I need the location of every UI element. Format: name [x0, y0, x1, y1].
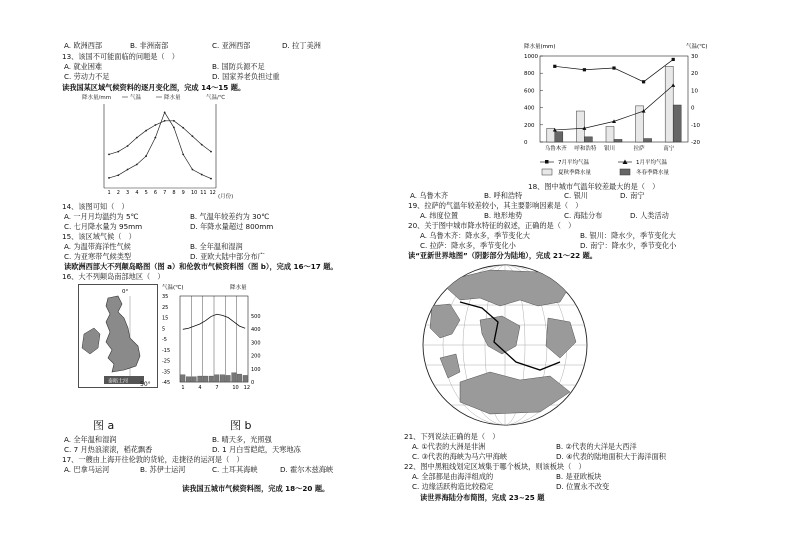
lc-x-tick: 1 [107, 190, 111, 196]
rc-winter-bar [555, 132, 563, 142]
lc-x-tick: 9 [181, 190, 185, 196]
london-x-tick: 1 [181, 385, 185, 391]
q14-option-c: C. 七月降水量为 95mm [64, 222, 143, 231]
q16-option-c: C. 7 月热浪滚滚，稻花飘香 [64, 445, 153, 454]
lc-temp-point [136, 137, 138, 139]
rc-legend-jan: 1月平均气温 [636, 160, 667, 166]
rc-right-tick: 20 [691, 71, 698, 78]
intro-18-20: 读我国五城市气候资料图，完成 18～20 题。 [182, 484, 330, 493]
lc-temp-point [210, 151, 212, 153]
rc-y-left-label: 降水量(mm) [524, 44, 556, 50]
rc-right-tick: 30 [691, 54, 698, 60]
q17-stem: 17、一艘由上海开往伦敦的货轮，走捷径的运河是（ ） [62, 455, 244, 464]
lc-x-tick: 7 [163, 190, 167, 196]
rc-july-point [672, 58, 675, 61]
lc-temp-point [182, 127, 184, 129]
q19-stem: 19、拉萨的气温年较差较小，其主要影响因素是（ ） [408, 201, 583, 210]
london-climate-chart [160, 282, 270, 396]
rc-category-label: 银川 [604, 146, 616, 152]
london-temp-tick: -5 [162, 337, 167, 343]
london-x-tick: 10 [232, 385, 239, 391]
q18-option-b: B. 呼和浩特 [484, 191, 523, 200]
rc-jan-line [555, 85, 673, 130]
q21-option-c: C. ③代表的海峡为马六甲海峡 [412, 452, 508, 461]
rc-category-label: 南宁 [663, 146, 675, 152]
london-prec-bar [215, 375, 219, 382]
q15-option-d: D. 亚欧大陆中部分布广 [190, 252, 265, 261]
q16-option-d: D. 1 月白雪皑皑，天寒地冻 [212, 445, 301, 454]
intro-16-17: 读欧洲西部大不列颠岛略图（图 a）和伦敦市气候资料图（图 b），完成 16～17 题。 [64, 262, 338, 271]
lc-temp-point [108, 154, 110, 156]
q21-option-b: B. ②代表的大洋是大西洋 [556, 442, 637, 451]
rc-left-tick: 200 [524, 122, 535, 129]
chart-left-x-unit: (月份) [218, 194, 234, 200]
rc-winter-bar [673, 105, 681, 142]
world-map [420, 262, 590, 428]
lc-prec-point [192, 169, 194, 171]
q21-option-d: D. ④代表的陆地面积大于海洋面积 [556, 452, 666, 461]
london-x-tick: 7 [215, 385, 219, 391]
five-cities-chart [510, 40, 720, 182]
q13-stem: 13、该国不可能面临的问题是（ ） [62, 52, 179, 61]
london-prec-bar [181, 375, 185, 382]
lc-prec-point [117, 174, 119, 176]
q12-option-d: D. 拉丁美洲 [282, 41, 321, 50]
q16-option-a: A. 全年温和湿润 [64, 435, 117, 444]
lc-temp-point [117, 151, 119, 153]
rc-left-tick: 800 [524, 71, 535, 78]
rc-legend-july: 7月平均气温 [558, 160, 589, 166]
rc-summer-bar [665, 66, 673, 142]
lc-prec-point [108, 177, 110, 179]
rc-left-tick: 600 [524, 88, 535, 95]
lc-x-tick: 6 [153, 190, 158, 196]
q14-option-b: B. 气温年较差约为 30℃ [190, 212, 270, 221]
london-y-left-label: 气温(℃) [162, 285, 184, 291]
q20-option-c: C. 拉萨：降水多，季节变化小 [420, 241, 516, 250]
q20-option-a: A. 乌鲁木齐：降水多，季节变化大 [420, 231, 530, 240]
london-prec-tick: 500 [251, 314, 261, 320]
lc-prec-point [173, 127, 175, 129]
q21-option-a: A. ①代表的大洲是非洲 [412, 442, 486, 451]
lc-temp-point [201, 144, 203, 146]
q22-option-c: C. 边缘活跃构造比较稳定 [412, 482, 494, 491]
lc-prec-point [145, 155, 147, 157]
rc-right-tick: 10 [691, 88, 698, 95]
london-prec-bar [232, 373, 236, 382]
lc-temp-point [127, 145, 129, 147]
london-prec-bar [198, 376, 202, 382]
q12-option-b: B. 非洲南部 [130, 41, 169, 50]
q15-option-a: A. 为温带海洋性气候 [64, 242, 131, 251]
map-a-lat-label: 50° [140, 381, 151, 388]
london-prec-tick: 200 [251, 353, 261, 360]
q14-option-d: D. 年降水量超过 800mm [190, 222, 274, 231]
lc-x-tick: 10 [190, 190, 198, 196]
london-temp-tick: 5 [162, 326, 166, 333]
q20-stem: 20、关于图中城市降水特征的叙述，正确的是（ ） [408, 221, 576, 230]
rc-y-right-label: 气温(℃) [686, 44, 708, 50]
rc-july-point [583, 68, 586, 71]
lc-prec-point [182, 154, 184, 156]
chart-left-legend-temp: 气温 [130, 95, 142, 101]
london-temp-tick: 15 [162, 315, 169, 322]
map-a-river-label: 泰晤士河 [108, 378, 129, 385]
q22-option-b: B. 是亚欧板块 [556, 472, 602, 481]
chart-left-y2-unit: 气温/℃ [206, 95, 226, 101]
q16-stem: 16、大不列颠岛南部地区（ ） [62, 272, 165, 281]
london-temp-tick: 25 [162, 304, 169, 311]
london-prec-bar [243, 375, 247, 382]
london-prec-tick: 0 [251, 380, 255, 386]
london-prec-bar [220, 375, 224, 382]
q17-option-c: C. 土耳其海峡 [212, 465, 258, 474]
q18-option-d: D. 南宁 [620, 191, 645, 200]
london-temp-tick: -25 [162, 358, 171, 365]
q13-option-b: B. 国防兵源不足 [212, 62, 265, 71]
rc-right-tick: -10 [691, 122, 700, 129]
lc-x-tick: 3 [126, 190, 130, 196]
q18-option-c: C. 银川 [564, 191, 588, 200]
lc-x-tick: 4 [135, 190, 139, 196]
q21-stem: 21、下列说法正确的是（ ） [404, 432, 500, 441]
q15-option-c: C. 为亚寒带气候类型 [64, 252, 132, 261]
q18-option-a: A. 乌鲁木齐 [410, 191, 449, 200]
intro-21-22: 读“亚新世界地图”（阴影部分为陆地），完成 21～22 题。 [408, 251, 597, 260]
lc-x-tick: 11 [200, 190, 207, 196]
q17-option-d: D. 霍尔木兹海峡 [280, 465, 334, 474]
intro-23-25: 读世界海陆分布简图，完成 23~25 题 [420, 493, 545, 502]
q18-stem: 18、图中城市气温年较差最大的是（ ） [528, 182, 660, 191]
rc-left-tick: 0 [524, 140, 528, 146]
lc-prec-point [164, 112, 166, 114]
rc-legend-winter: 冬春季降水量 [636, 170, 670, 176]
q19-option-d: D. 人类活动 [630, 211, 669, 220]
lc-temp-point [145, 130, 147, 132]
rc-category-label: 呼和浩特 [574, 146, 597, 152]
britain-map [78, 284, 158, 388]
q12-option-c: C. 亚洲西部 [212, 41, 251, 50]
q13-option-a: A. 就业困难 [64, 62, 103, 71]
q19-option-b: B. 地形地势 [484, 211, 523, 220]
intro-14-15: 读我国某区域气候资料的逐月变化图，完成 14～15 题。 [62, 83, 246, 92]
london-temp-tick: -45 [162, 380, 171, 386]
rc-category-label: 拉萨 [633, 146, 645, 152]
rc-left-tick: 400 [524, 105, 535, 112]
london-temp-tick: 35 [162, 294, 169, 300]
lc-x-tick: 5 [144, 190, 148, 196]
chart-left-legend-prec: 降水量 [164, 95, 181, 101]
rc-july-point [612, 66, 615, 69]
q17-option-b: B. 苏伊士运河 [140, 465, 186, 474]
london-prec-tick: 300 [251, 340, 261, 347]
london-temp-tick: -15 [162, 347, 171, 354]
london-prec-bar [209, 376, 213, 382]
rc-summer-bar [606, 127, 614, 142]
lc-prec-point [154, 137, 156, 139]
london-prec-tick: 100 [251, 366, 261, 373]
london-x-tick: 12 [243, 385, 251, 391]
q14-option-a: A. 一月月均温约为 5℃ [64, 212, 139, 221]
london-temp-tick: -35 [162, 369, 171, 376]
lc-x-tick: 8 [172, 190, 176, 196]
q15-stem: 15、该区域气候（ ） [62, 232, 136, 241]
rc-category-label: 乌鲁木齐 [544, 146, 567, 152]
q22-stem: 22、图中黑粗线划定区域集于哪个板块，则该板块（ ） [404, 462, 586, 471]
climate-chart-left [82, 92, 242, 202]
q20-option-b: B. 银川：降水少，季节变化大 [580, 231, 676, 240]
rc-july-point [553, 65, 556, 68]
fig-b-label: 图 b [230, 419, 252, 432]
rc-july-point [642, 80, 645, 83]
q13-option-c: C. 劳动力不足 [64, 72, 110, 81]
q19-option-a: A. 纬度位置 [420, 211, 459, 220]
london-y-right-label: 降水量 [230, 285, 247, 291]
q13-option-d: D. 国家养老负担过重 [212, 72, 280, 81]
rc-right-tick: -20 [691, 140, 700, 146]
lc-x-tick: 12 [209, 190, 216, 196]
q15-option-b: B. 全年温和湿润 [190, 242, 243, 251]
q20-option-d: D. 南宁：降水少，季节变化小 [580, 241, 677, 250]
london-x-tick: 4 [198, 385, 202, 391]
rc-right-tick: 0 [691, 105, 695, 112]
q12-option-a: A. 欧洲西部 [64, 41, 103, 50]
q22-option-d: D. 位置永不改变 [556, 482, 610, 491]
q19-option-c: C. 海陆分布 [564, 211, 603, 220]
q16-option-b: B. 晴天多，光照强 [212, 435, 272, 444]
lc-temp-point [192, 135, 194, 137]
rc-left-tick: 1000 [524, 54, 538, 60]
rc-july-line [555, 59, 673, 81]
rc-legend-summer: 夏秋季降水量 [558, 170, 592, 176]
lc-temp-point [173, 120, 175, 122]
fig-a-label: 图 a [93, 419, 115, 432]
london-prec-bar [237, 374, 241, 382]
london-prec-tick: 400 [251, 327, 261, 334]
lc-prec-point [127, 169, 129, 171]
q22-option-a: A. 全部都是由海洋组成的 [412, 472, 494, 481]
london-prec-bar [203, 376, 207, 382]
rc-winter-bar [614, 139, 622, 142]
rc-winter-bar [644, 139, 652, 142]
lc-x-tick: 2 [116, 190, 120, 196]
lc-prec-point [201, 174, 203, 176]
lc-temp-point [164, 120, 166, 122]
lc-prec-line [109, 112, 211, 178]
rc-summer-bar [576, 111, 584, 142]
q17-option-a: A. 巴拿马运河 [64, 465, 110, 474]
rc-winter-bar [584, 137, 592, 142]
london-prec-bar [226, 375, 230, 382]
lc-prec-point [210, 178, 212, 180]
london-prec-bar [186, 377, 190, 382]
q14-stem: 14、该图可知（ ） [62, 202, 129, 211]
chart-left-y-unit: 降水量/mm [82, 95, 112, 101]
lc-prec-point [136, 164, 138, 166]
map-a-lon-label: 0° [122, 289, 129, 295]
london-prec-bar [192, 377, 196, 382]
lc-temp-point [154, 124, 156, 126]
